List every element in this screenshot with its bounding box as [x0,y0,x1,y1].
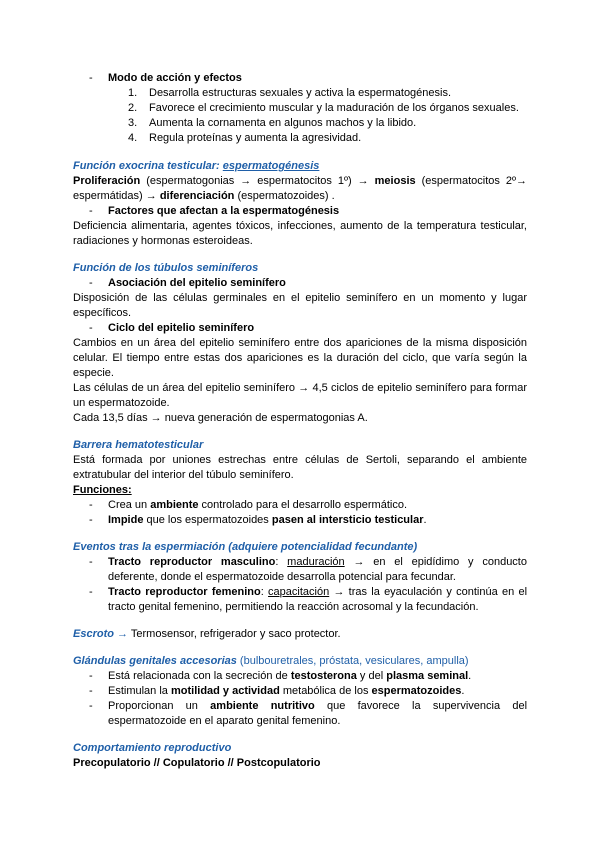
accion-item: 4. Regula proteínas y aumenta la agresividad. [128,132,362,144]
eventos-heading: Eventos tras la espermiación (adquiere potencialidad fecundante) [73,541,418,553]
glandulas-item: - Proporcionan un ambiente nutritivo que favorece la supervivencia del espermatozoide en el aparato genital femenino. [89,700,528,727]
tubulos-heading: Función de los túbulos seminíferos [73,262,259,274]
glandulas-item: - Está relacionada con la secreción de testosterona y del plasma seminal. [89,670,472,682]
asociacion-text: Disposición de las células germinales en el epitelio seminífero en un momento y lugar específicos. [73,292,527,319]
eventos-masculino: - Tracto reproductor masculino: maduración → en el epidídimo y conducto deferente, donde el espermatozoide desarrolla potencial para fecundar. [89,556,527,583]
comportamiento-heading: Comportamiento reproductivo [73,742,232,754]
factores-bullet: - Factores que afectan a la espermatogénesis [89,205,340,217]
document-page [73,66,527,771]
comportamiento-text: Precopulatorio // Copulatorio // Postcopulatorio [73,757,321,769]
ciclo-bullet: - Ciclo del epitelio seminífero [89,322,255,334]
accion-bullet [73,71,527,86]
bullet-dash: - [89,72,93,84]
accion-item: 2. Favorece el crecimiento muscular y la maduración de los órganos sexuales. [128,102,519,114]
funciones-label: Funciones: [73,484,132,496]
ciclo-text-2: Las células de un área del epitelio seminífero → 4,5 ciclos de epitelio seminífero para formar un espermatozoide. [73,382,527,409]
ciclo-text-3: Cada 13,5 días → nueva generación de espermatogonias A. [73,412,368,424]
barrera-heading: Barrera hematotesticular [73,439,204,451]
glandulas-item: - Estimulan la motilidad y actividad metabólica de los espermatozoides. [89,685,465,697]
accion-title: Modo de acción y efectos [108,72,242,84]
factores-text: Deficiencia alimentaria, agentes tóxicos, infecciones, aumento de la temperatura testicular, radiaciones y hormonas esteroideas. [73,220,527,247]
exocrina-paragraph: Proliferación (espermatogonias → espermatocitos 1º) → meiosis (espermatocitos 2º→ espermátidas) → diferenciación (espermatozoides) . [73,175,527,202]
accion-item: 1. Desarrolla estructuras sexuales y activa la espermatogénesis. [128,87,452,99]
ciclo-text-1: Cambios en un área del epitelio seminífero entre dos apariciones de la misma disposición celular. El tiempo entre estas dos apariciones es la duración del ciclo, que varía según la especie. [73,337,527,379]
eventos-femenino: - Tracto reproductor femenino: capacitación → tras la eyaculación y continúa en el tracto genital femenino, permitiendo la reacción acrosomal y la fecundación. [89,586,528,613]
funcion-item: - Impide que los espermatozoides pasen al intersticio testicular. [89,514,427,526]
exocrina-heading: Función exocrina testicular: espermatogénesis [73,160,320,172]
glandulas-heading: Glándulas genitales accesorias (bulbouretrales, próstata, vesiculares, ampulla) [73,655,469,667]
barrera-text: Está formada por uniones estrechas entre células de Sertoli, separando el ambiente extratubular del interior del túbulo seminífero. [73,454,527,481]
funcion-item: - Crea un ambiente controlado para el desarrollo espermático. [89,499,408,511]
escroto-line: Escroto → Termosensor, refrigerador y saco protector. [73,628,341,640]
asociacion-bullet: - Asociación del epitelio seminífero [89,277,286,289]
accion-item: 3. Aumenta la cornamenta en algunos machos y la libido. [128,117,417,129]
